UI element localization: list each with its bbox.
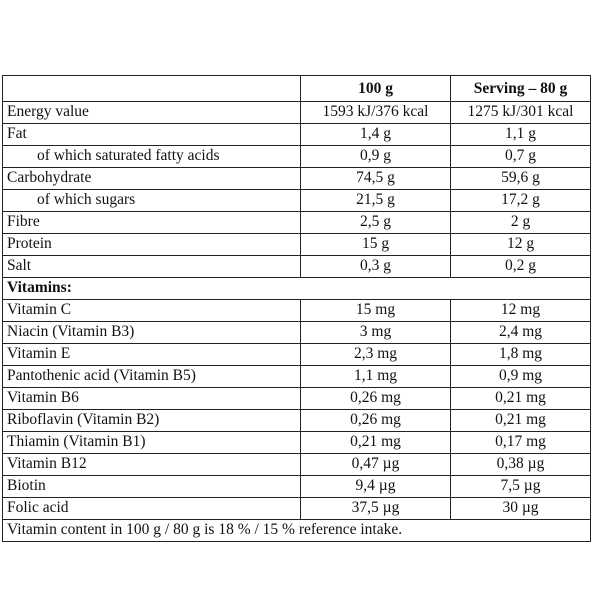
footnote-row (3, 520, 591, 542)
vitamin-label: Vitamin C (3, 300, 301, 322)
table-row (3, 300, 591, 322)
vitamin-label: Vitamin B6 (3, 388, 301, 410)
value-per-100g: 74,5 g (301, 168, 451, 190)
header-blank-cell (3, 76, 301, 102)
value-per-100g: 3 mg (301, 322, 451, 344)
nutrient-label: Fibre (3, 212, 301, 234)
nutrient-label: Salt (3, 256, 301, 278)
table-row (3, 146, 591, 168)
nutrient-label: of which saturated fatty acids (3, 146, 301, 168)
value-per-100g: 15 g (301, 234, 451, 256)
vitamins-heading-row (3, 278, 591, 300)
vitamin-label: Pantothenic acid (Vitamin B5) (3, 366, 301, 388)
nutrient-label: Protein (3, 234, 301, 256)
header-row (3, 76, 591, 102)
value-per-100g: 1593 kJ/376 kcal (301, 102, 451, 124)
footnote: Vitamin content in 100 g / 80 g is 18 % / 15 % reference intake. (3, 520, 591, 542)
vitamins-heading: Vitamins: (3, 278, 591, 300)
value-per-100g: 0,26 mg (301, 410, 451, 432)
value-per-100g: 2,5 g (301, 212, 451, 234)
vitamin-label: Riboflavin (Vitamin B2) (3, 410, 301, 432)
vitamin-label: Vitamin E (3, 344, 301, 366)
table-row (3, 102, 591, 124)
table-row (3, 344, 591, 366)
value-per-100g: 1,1 mg (301, 366, 451, 388)
value-per-100g: 0,21 mg (301, 432, 451, 454)
value-per-serving: 1,8 mg (451, 344, 591, 366)
nutrient-label: Energy value (3, 102, 301, 124)
value-per-100g: 15 mg (301, 300, 451, 322)
table-row (3, 322, 591, 344)
value-per-serving: 2 g (451, 212, 591, 234)
value-per-serving: 30 µg (451, 498, 591, 520)
value-per-100g: 2,3 mg (301, 344, 451, 366)
nutrient-label: Fat (3, 124, 301, 146)
value-per-serving: 59,6 g (451, 168, 591, 190)
table-row (3, 432, 591, 454)
vitamin-label: Vitamin B12 (3, 454, 301, 476)
table-row (3, 234, 591, 256)
nutrient-label: of which sugars (3, 190, 301, 212)
table-row (3, 476, 591, 498)
table-row (3, 410, 591, 432)
value-per-serving: 0,9 mg (451, 366, 591, 388)
value-per-100g: 21,5 g (301, 190, 451, 212)
value-per-100g: 37,5 µg (301, 498, 451, 520)
nutrient-label: Carbohydrate (3, 168, 301, 190)
table-row (3, 388, 591, 410)
table-row (3, 498, 591, 520)
value-per-serving: 12 mg (451, 300, 591, 322)
table-row (3, 168, 591, 190)
value-per-serving: 0,7 g (451, 146, 591, 168)
value-per-serving: 1275 kJ/301 kcal (451, 102, 591, 124)
value-per-100g: 0,47 µg (301, 454, 451, 476)
value-per-serving: 0,38 µg (451, 454, 591, 476)
value-per-serving: 0,17 mg (451, 432, 591, 454)
value-per-serving: 17,2 g (451, 190, 591, 212)
value-per-100g: 9,4 µg (301, 476, 451, 498)
vitamin-label: Folic acid (3, 498, 301, 520)
nutrition-table-container (2, 75, 590, 542)
value-per-serving: 0,21 mg (451, 410, 591, 432)
value-per-100g: 1,4 g (301, 124, 451, 146)
value-per-serving: 1,1 g (451, 124, 591, 146)
value-per-serving: 0,21 mg (451, 388, 591, 410)
value-per-serving: 0,2 g (451, 256, 591, 278)
value-per-serving: 7,5 µg (451, 476, 591, 498)
value-per-serving: 12 g (451, 234, 591, 256)
header-per-serving: Serving – 80 g (451, 76, 591, 102)
table-row (3, 256, 591, 278)
value-per-100g: 0,3 g (301, 256, 451, 278)
table-row (3, 190, 591, 212)
vitamin-label: Niacin (Vitamin B3) (3, 322, 301, 344)
value-per-serving: 2,4 mg (451, 322, 591, 344)
value-per-100g: 0,9 g (301, 146, 451, 168)
table-row (3, 366, 591, 388)
vitamin-label: Biotin (3, 476, 301, 498)
value-per-100g: 0,26 mg (301, 388, 451, 410)
table-row (3, 124, 591, 146)
header-per-100g: 100 g (301, 76, 451, 102)
nutrition-table (2, 75, 591, 542)
table-row (3, 212, 591, 234)
table-row (3, 454, 591, 476)
vitamin-label: Thiamin (Vitamin B1) (3, 432, 301, 454)
